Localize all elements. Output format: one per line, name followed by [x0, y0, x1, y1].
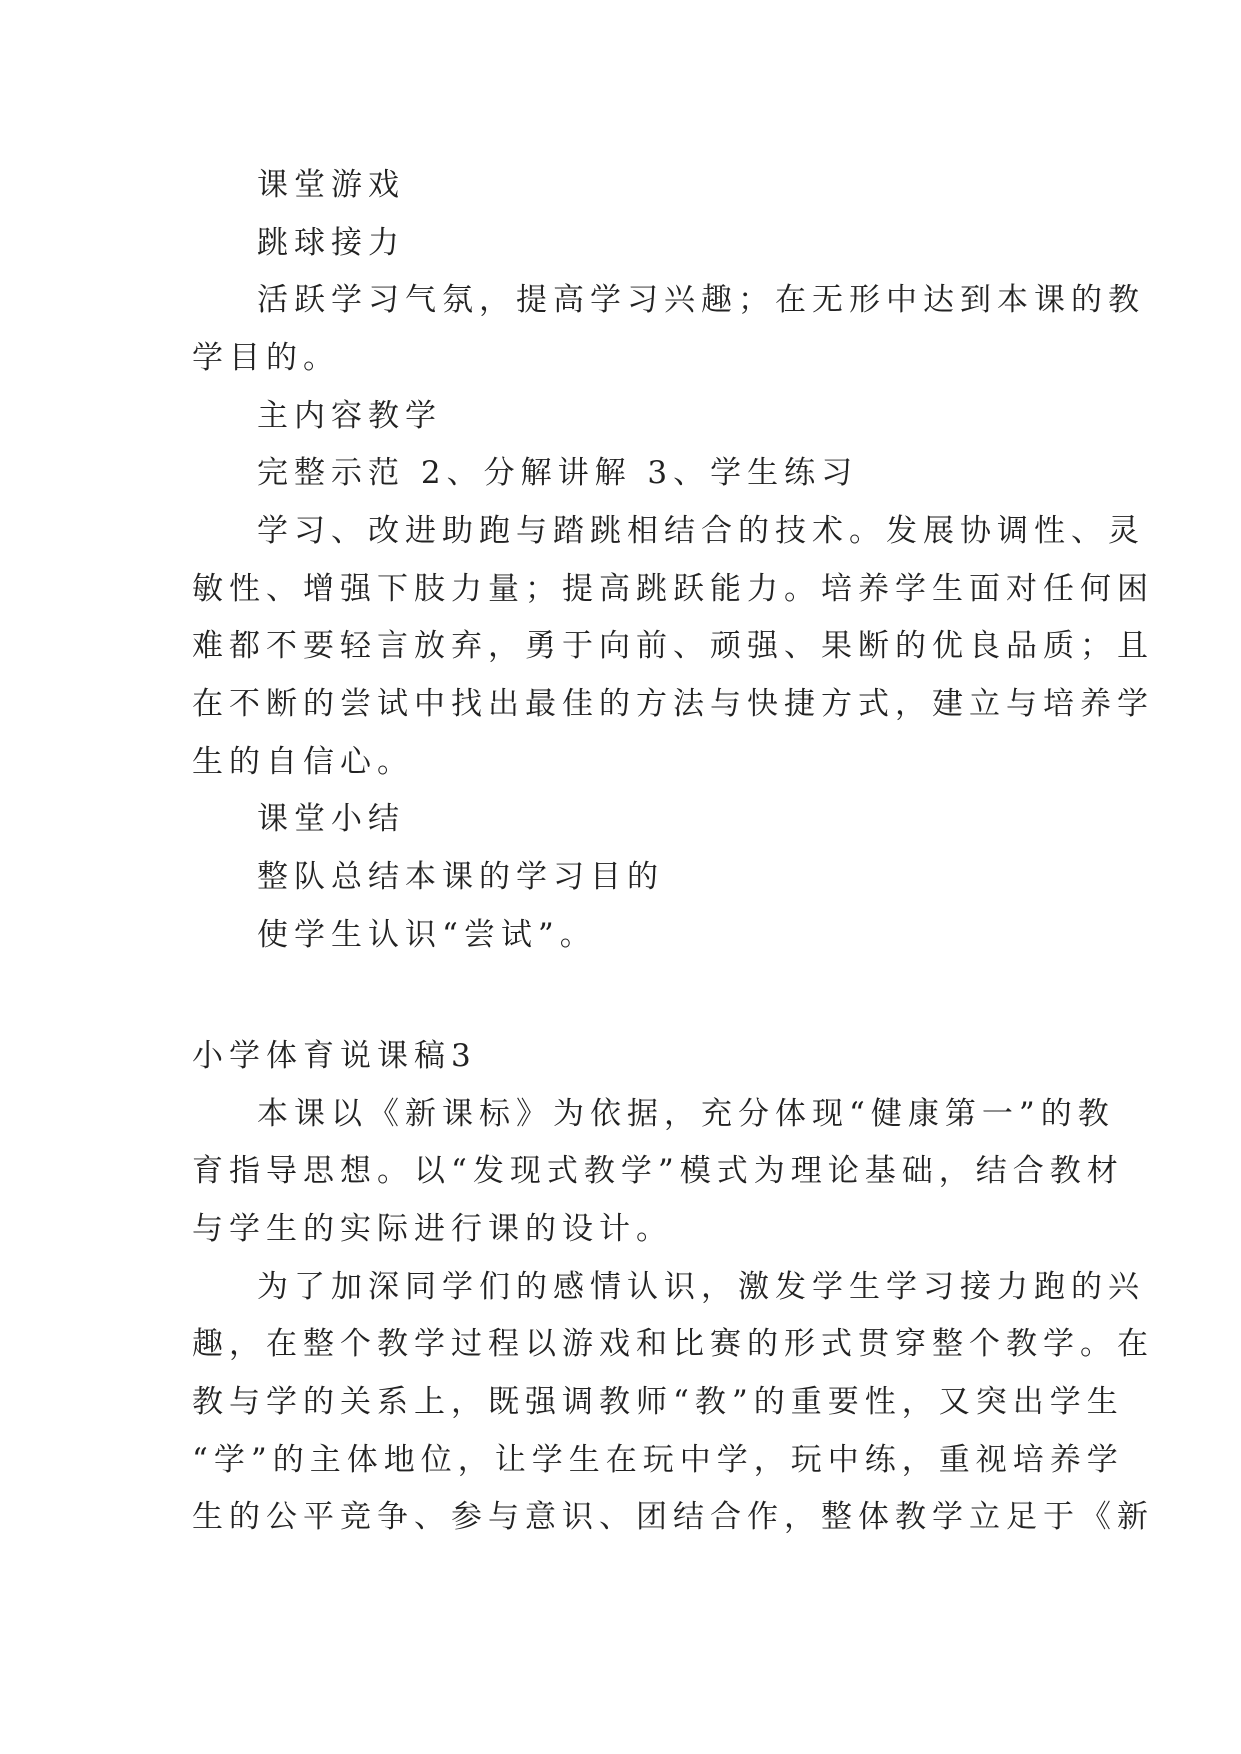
text-line: 活跃学习气氛，提高学习兴趣；在无形中达到本课的教	[257, 282, 1145, 318]
text-line: 课堂游戏	[257, 167, 405, 203]
text-line: 育指导思想。以“发现式教学”模式为理论基础，结合教材	[192, 1153, 1124, 1189]
text-line: 与学生的实际进行课的设计。	[192, 1211, 673, 1247]
text-line: 敏性、增强下肢力量；提高跳跃能力。培养学生面对任何困	[192, 571, 1154, 607]
text-line: 教与学的关系上，既强调教师“教”的重要性，又突出学生	[192, 1384, 1124, 1420]
text-line: 在不断的尝试中找出最佳的方法与快捷方式，建立与培养学	[192, 686, 1154, 722]
text-line: “学”的主体地位，让学生在玩中学，玩中练，重视培养学	[192, 1442, 1124, 1478]
text-line: 课堂小结	[257, 801, 405, 837]
text-line: 本课以《新课标》为依据，充分体现“健康第一”的教	[257, 1096, 1115, 1132]
text-line: 难都不要轻言放弃，勇于向前、顽强、果断的优良品质；且	[192, 628, 1154, 664]
text-line: 跳球接力	[257, 225, 405, 261]
text-line: 使学生认识“尝试”。	[257, 917, 597, 953]
text-line: 学目的。	[192, 340, 340, 376]
text-line: 完整示范 2、分解讲解 3、学生练习	[257, 455, 859, 491]
text-line: 整队总结本课的学习目的	[257, 859, 664, 895]
text-line: 生的公平竞争、参与意识、团结合作，整体教学立足于《新	[192, 1499, 1154, 1535]
section-heading: 小学体育说课稿3	[192, 1038, 477, 1074]
text-line: 为了加深同学们的感情认识，激发学生学习接力跑的兴	[257, 1269, 1145, 1305]
text-line: 学习、改进助跑与踏跳相结合的技术。发展协调性、灵	[257, 513, 1145, 549]
text-line: 趣，在整个教学过程以游戏和比赛的形式贯穿整个教学。在	[192, 1326, 1154, 1362]
text-line: 生的自信心。	[192, 744, 414, 780]
text-line: 主内容教学	[257, 398, 442, 434]
